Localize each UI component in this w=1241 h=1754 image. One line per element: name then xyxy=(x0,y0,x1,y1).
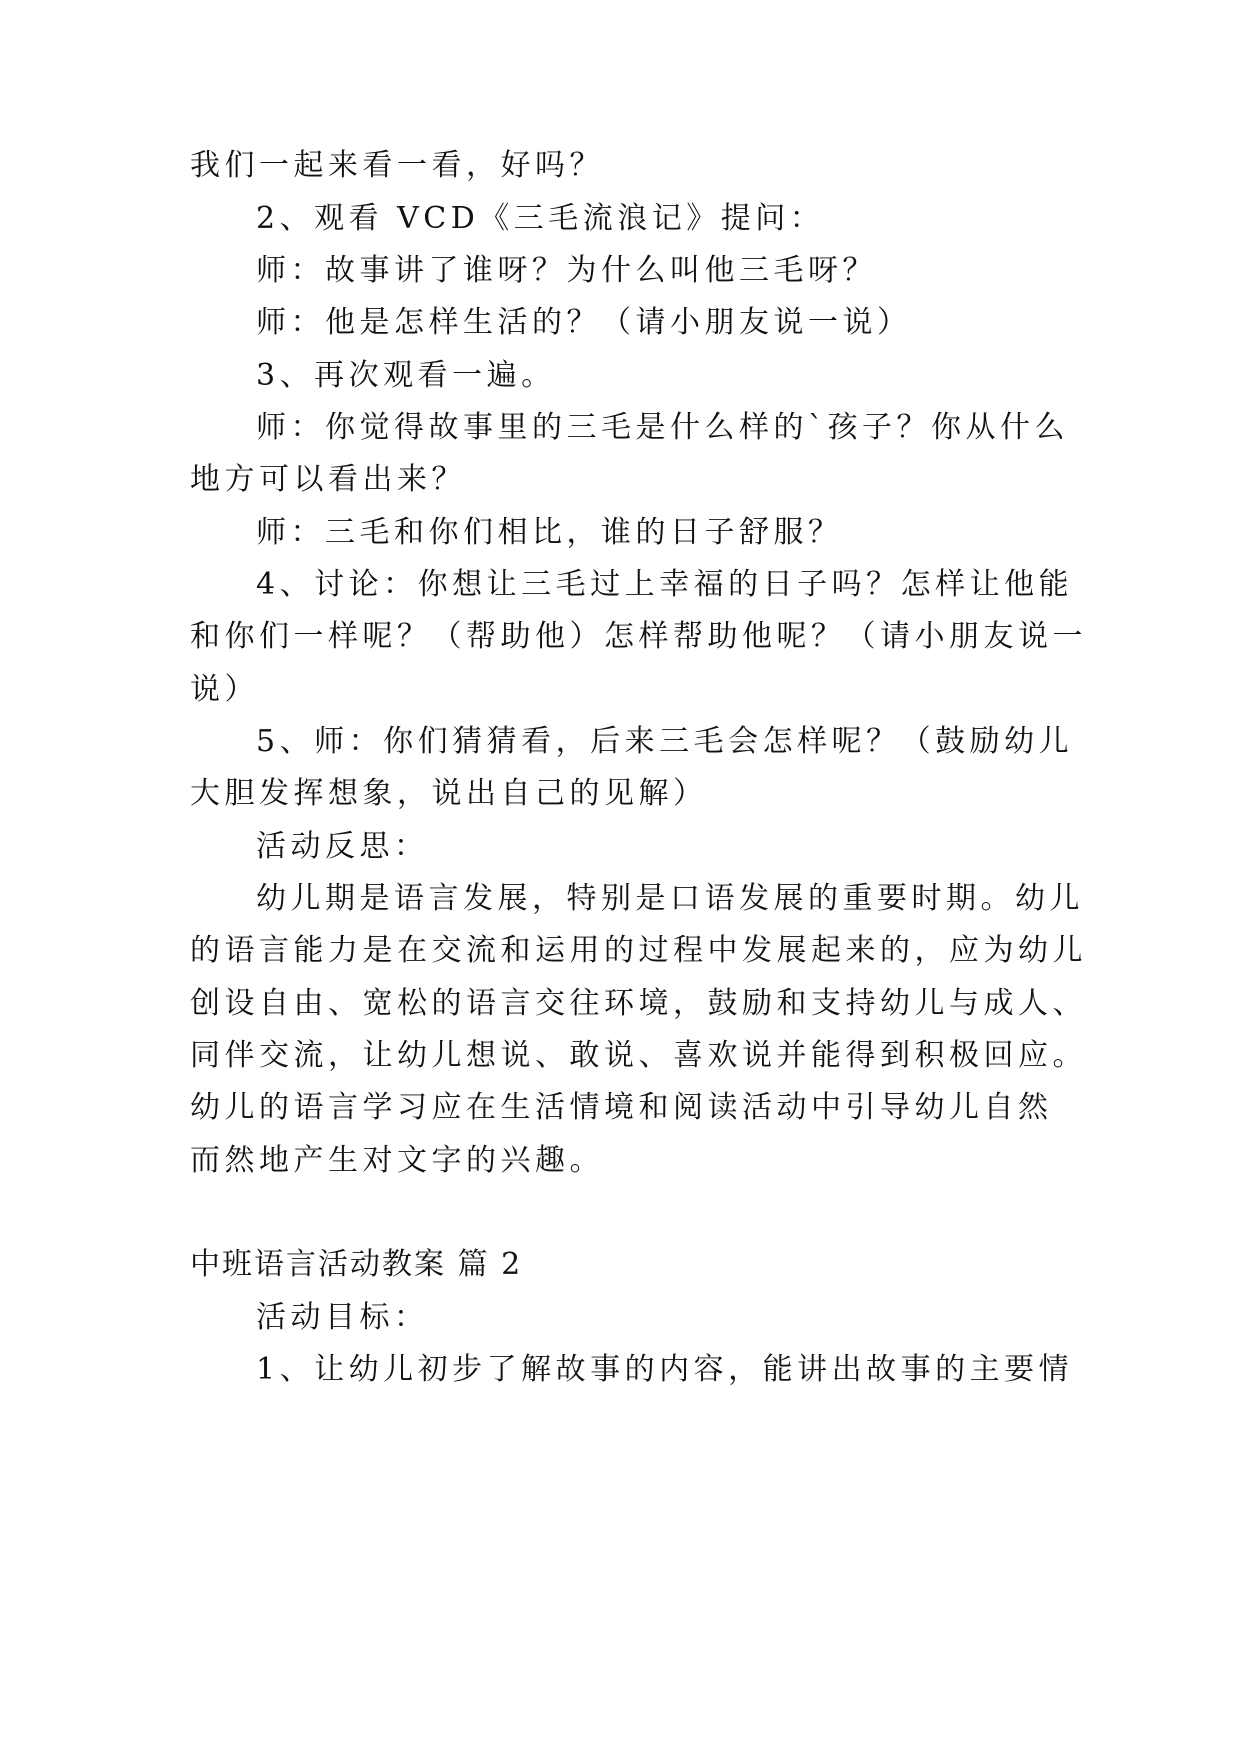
paragraph-line: 2、观看 VCD《三毛流浪记》提问： xyxy=(256,201,825,236)
section-label: 活动目标： xyxy=(256,1300,429,1335)
paragraph-line: 我们一起来看一看，好吗？ xyxy=(190,148,604,183)
paragraph-line: 师：他是怎样生活的？（请小朋友说一说） xyxy=(256,305,912,340)
paragraph-line: 5、师：你们猜猜看，后来三毛会怎样呢？（鼓励幼儿 xyxy=(256,724,1074,759)
section-heading: 中班语言活动教案 篇 2 xyxy=(190,1247,523,1282)
paragraph-line: 师：你觉得故事里的三毛是什么样的`孩子？你从什么 xyxy=(256,410,1069,445)
paragraph-line: 说） xyxy=(190,672,259,707)
paragraph-line: 师：三毛和你们相比，谁的日子舒服？ xyxy=(256,515,843,550)
paragraph-line: 和你们一样呢？（帮助他）怎样帮助他呢？（请小朋友说一 xyxy=(190,619,1087,654)
paragraph-line: 师：故事讲了谁呀？为什么叫他三毛呀？ xyxy=(256,253,877,288)
paragraph-line: 1、让幼儿初步了解故事的内容，能讲出故事的主要情 xyxy=(256,1352,1074,1387)
paragraph-line: 4、讨论：你想让三毛过上幸福的日子吗？怎样让他能 xyxy=(256,567,1074,602)
paragraph-line: 大胆发挥想象，说出自己的见解） xyxy=(190,776,708,811)
paragraph-line: 幼儿期是语言发展，特别是口语发展的重要时期。幼儿 xyxy=(256,881,1084,916)
paragraph-line: 地方可以看出来？ xyxy=(190,462,466,497)
paragraph-line: 而然地产生对文字的兴趣。 xyxy=(190,1143,604,1178)
paragraph-line: 幼儿的语言学习应在生活情境和阅读活动中引导幼儿自然 xyxy=(190,1090,1053,1125)
paragraph-line: 的语言能力是在交流和运用的过程中发展起来的，应为幼儿 xyxy=(190,933,1087,968)
section-label: 活动反思： xyxy=(256,829,429,864)
paragraph-line: 同伴交流，让幼儿想说、敢说、喜欢说并能得到积极回应。 xyxy=(190,1038,1087,1073)
paragraph-line: 创设自由、宽松的语言交往环境，鼓励和支持幼儿与成人、 xyxy=(190,986,1087,1021)
paragraph-line: 3、再次观看一遍。 xyxy=(256,358,556,393)
